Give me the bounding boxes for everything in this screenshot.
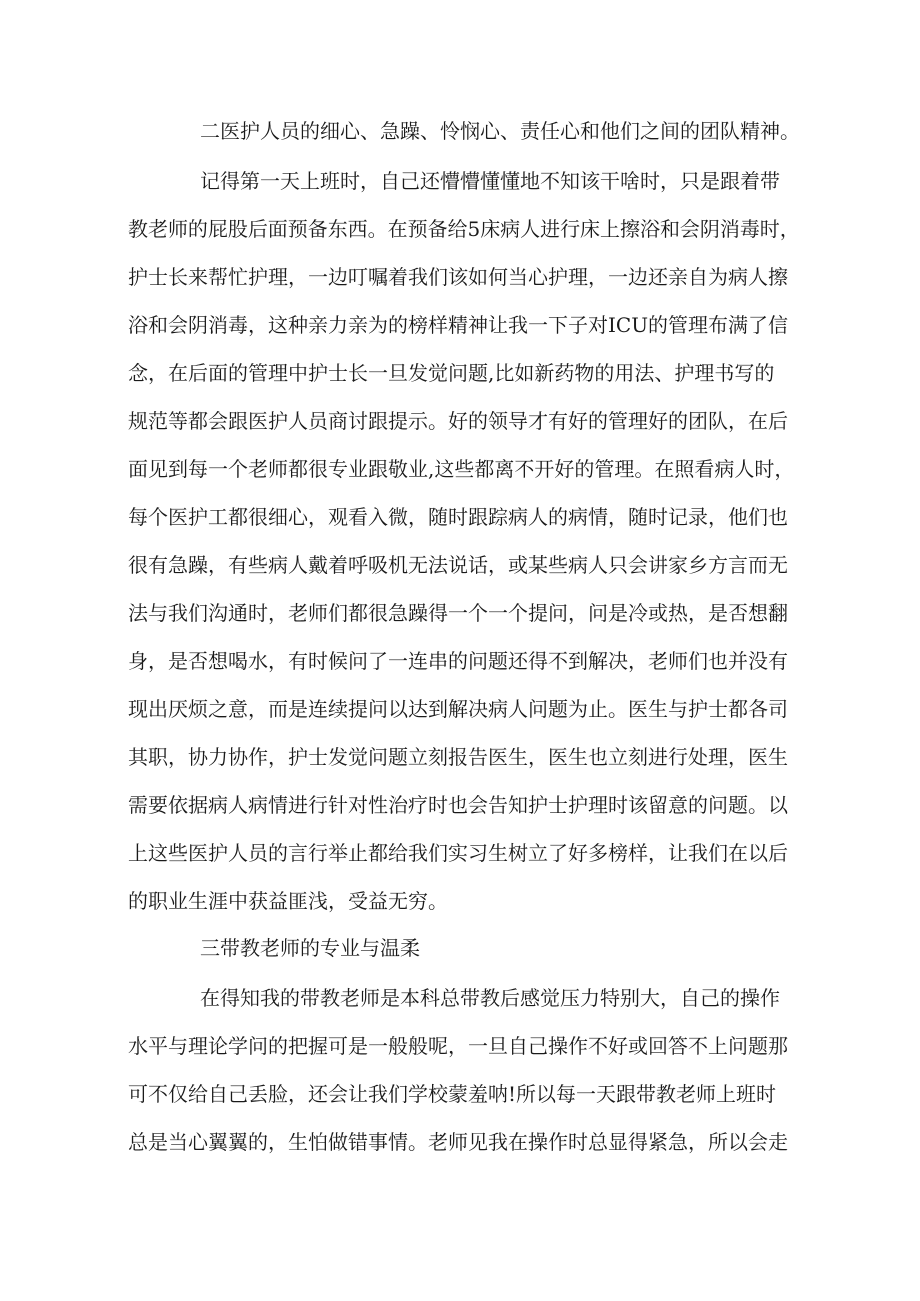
paragraph-line: 念，在后面的管理中护士长一旦发觉问题,比如新药物的用法、护理书写的 [128, 361, 775, 385]
paragraph-line: 需要依据病人病情进行针对性治疗时也会告知护士护理时该留意的问题。以 [128, 793, 788, 817]
paragraph-line: 规范等都会跟医护人员商讨跟提示。好的领导才有好的管理好的团队，在后 [128, 409, 788, 433]
paragraph-line: 总是当心翼翼的，生怕做错事情。老师见我在操作时总显得紧急，所以会走 [128, 1130, 788, 1154]
paragraph-line: 其职，协力协作，护士发觉问题立刻报告医生，医生也立刻进行处理，医生 [128, 745, 788, 769]
paragraph-line: 浴和会阴消毒，这种亲力亲为的榜样精神让我一下子对ICU的管理布满了信 [128, 313, 789, 337]
paragraph-line: 护士长来帮忙护理，一边叮嘱着我们该如何当心护理，一边还亲自为病人擦 [128, 265, 788, 289]
heading-line: 三带教老师的专业与温柔 [200, 936, 420, 960]
paragraph-line: 记得第一天上班时，自己还懵懵懂懂地不知该干啥时，只是跟着带 [200, 169, 780, 193]
paragraph-line: 可不仅给自己丢脸，还会让我们学校蒙羞呐!所以每一天跟带教老师上班时 [128, 1082, 777, 1106]
paragraph-line: 法与我们沟通时，老师们都很急躁得一个一个提问，问是冷或热，是否想翻 [128, 601, 788, 625]
paragraph-line: 的职业生涯中获益匪浅，受益无穷。 [128, 889, 448, 913]
heading-line: 二医护人员的细心、急躁、怜悯心、责任心和他们之间的团队精神。 [200, 119, 800, 143]
paragraph-line: 教老师的屁股后面预备东西。在预备给5床病人进行床上擦浴和会阴消毒时， [128, 217, 800, 241]
paragraph-line: 身，是否想喝水，有时候问了一连串的问题还得不到解决，老师们也并没有 [128, 649, 788, 673]
paragraph-line: 面见到每一个老师都很专业跟敬业,这些都离不开好的管理。在照看病人时， [128, 457, 795, 481]
paragraph-line: 现出厌烦之意，而是连续提问以达到解决病人问题为止。医生与护士都各司 [128, 697, 788, 721]
paragraph-line: 水平与理论学问的把握可是一般般呢，一旦自己操作不好或回答不上问题那 [128, 1034, 788, 1058]
paragraph-line: 上这些医护人员的言行举止都给我们实习生树立了好多榜样，让我们在以后 [128, 841, 788, 865]
paragraph-line: 每个医护工都很细心，观看入微，随时跟踪病人的病情，随时记录，他们也 [128, 505, 788, 529]
paragraph-line: 很有急躁，有些病人戴着呼吸机无法说话，或某些病人只会讲家乡方言而无 [128, 553, 788, 577]
paragraph-line: 在得知我的带教老师是本科总带教后感觉压力特别大，自己的操作 [200, 986, 780, 1010]
